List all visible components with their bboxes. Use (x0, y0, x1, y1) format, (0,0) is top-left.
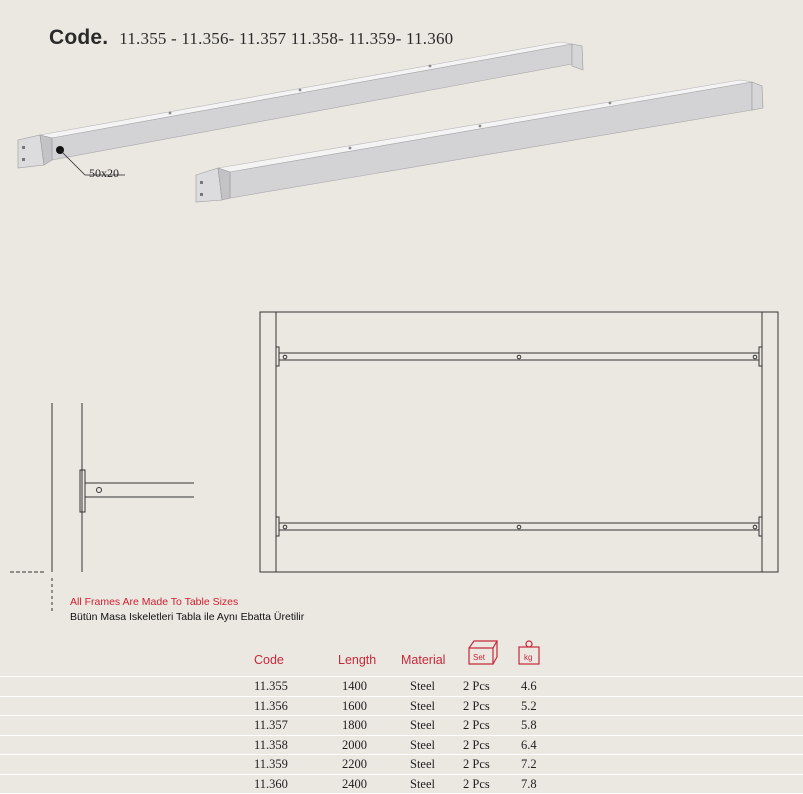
cell-length: 2000 (342, 738, 367, 753)
cell-weight: 7.8 (521, 777, 537, 792)
cell-code: 11.358 (254, 738, 288, 753)
cell-code: 11.359 (254, 757, 288, 772)
cell-code: 11.357 (254, 718, 288, 733)
header-length: Length (338, 653, 376, 667)
cell-weight: 5.2 (521, 699, 537, 714)
cell-set: 2 Pcs (463, 738, 490, 753)
table-header (0, 648, 803, 676)
profile-dimension-label: 50x20 (89, 166, 119, 181)
weight-icon-label: kg (524, 653, 532, 662)
cell-length: 2400 (342, 777, 367, 792)
cell-code: 11.355 (254, 679, 288, 694)
cell-length: 2200 (342, 757, 367, 772)
note-english: All Frames Are Made To Table Sizes (70, 596, 238, 608)
cell-weight: 4.6 (521, 679, 537, 694)
product-codes: 11.355 - 11.356- 11.357 11.358- 11.359- 11.360 (119, 29, 453, 48)
cell-set: 2 Pcs (463, 777, 490, 792)
set-icon-label: Set (473, 653, 486, 662)
side-detail-drawing (10, 403, 194, 614)
cell-material: Steel (410, 718, 435, 733)
cell-weight: 6.4 (521, 738, 537, 753)
cell-material: Steel (410, 699, 435, 714)
note-turkish: Bütün Masa Iskeletleri Tabla ile Aynı Ebatta Üretilir (70, 611, 304, 623)
cell-material: Steel (410, 757, 435, 772)
cell-set: 2 Pcs (463, 699, 490, 714)
cell-set: 2 Pcs (463, 757, 490, 772)
table-row (0, 754, 803, 774)
cell-weight: 5.8 (521, 718, 537, 733)
header-code: Code (254, 653, 284, 667)
cell-material: Steel (410, 777, 435, 792)
cell-set: 2 Pcs (463, 718, 490, 733)
plan-view-drawing (260, 312, 778, 572)
set-box-icon (466, 638, 498, 666)
table-row (0, 715, 803, 735)
cell-code: 11.360 (254, 777, 288, 792)
cell-weight: 7.2 (521, 757, 537, 772)
table-row (0, 774, 803, 794)
cell-length: 1600 (342, 699, 367, 714)
cell-set: 2 Pcs (463, 679, 490, 694)
code-label: Code. (49, 26, 108, 49)
table-body (0, 676, 803, 794)
table-row (0, 676, 803, 696)
cell-length: 1800 (342, 718, 367, 733)
table-row (0, 735, 803, 755)
cell-material: Steel (410, 679, 435, 694)
spec-table (0, 648, 803, 794)
header-material: Material (401, 653, 445, 667)
weight-kg-icon (516, 638, 542, 666)
table-row (0, 696, 803, 716)
cell-code: 11.356 (254, 699, 288, 714)
cell-material: Steel (410, 738, 435, 753)
cell-length: 1400 (342, 679, 367, 694)
